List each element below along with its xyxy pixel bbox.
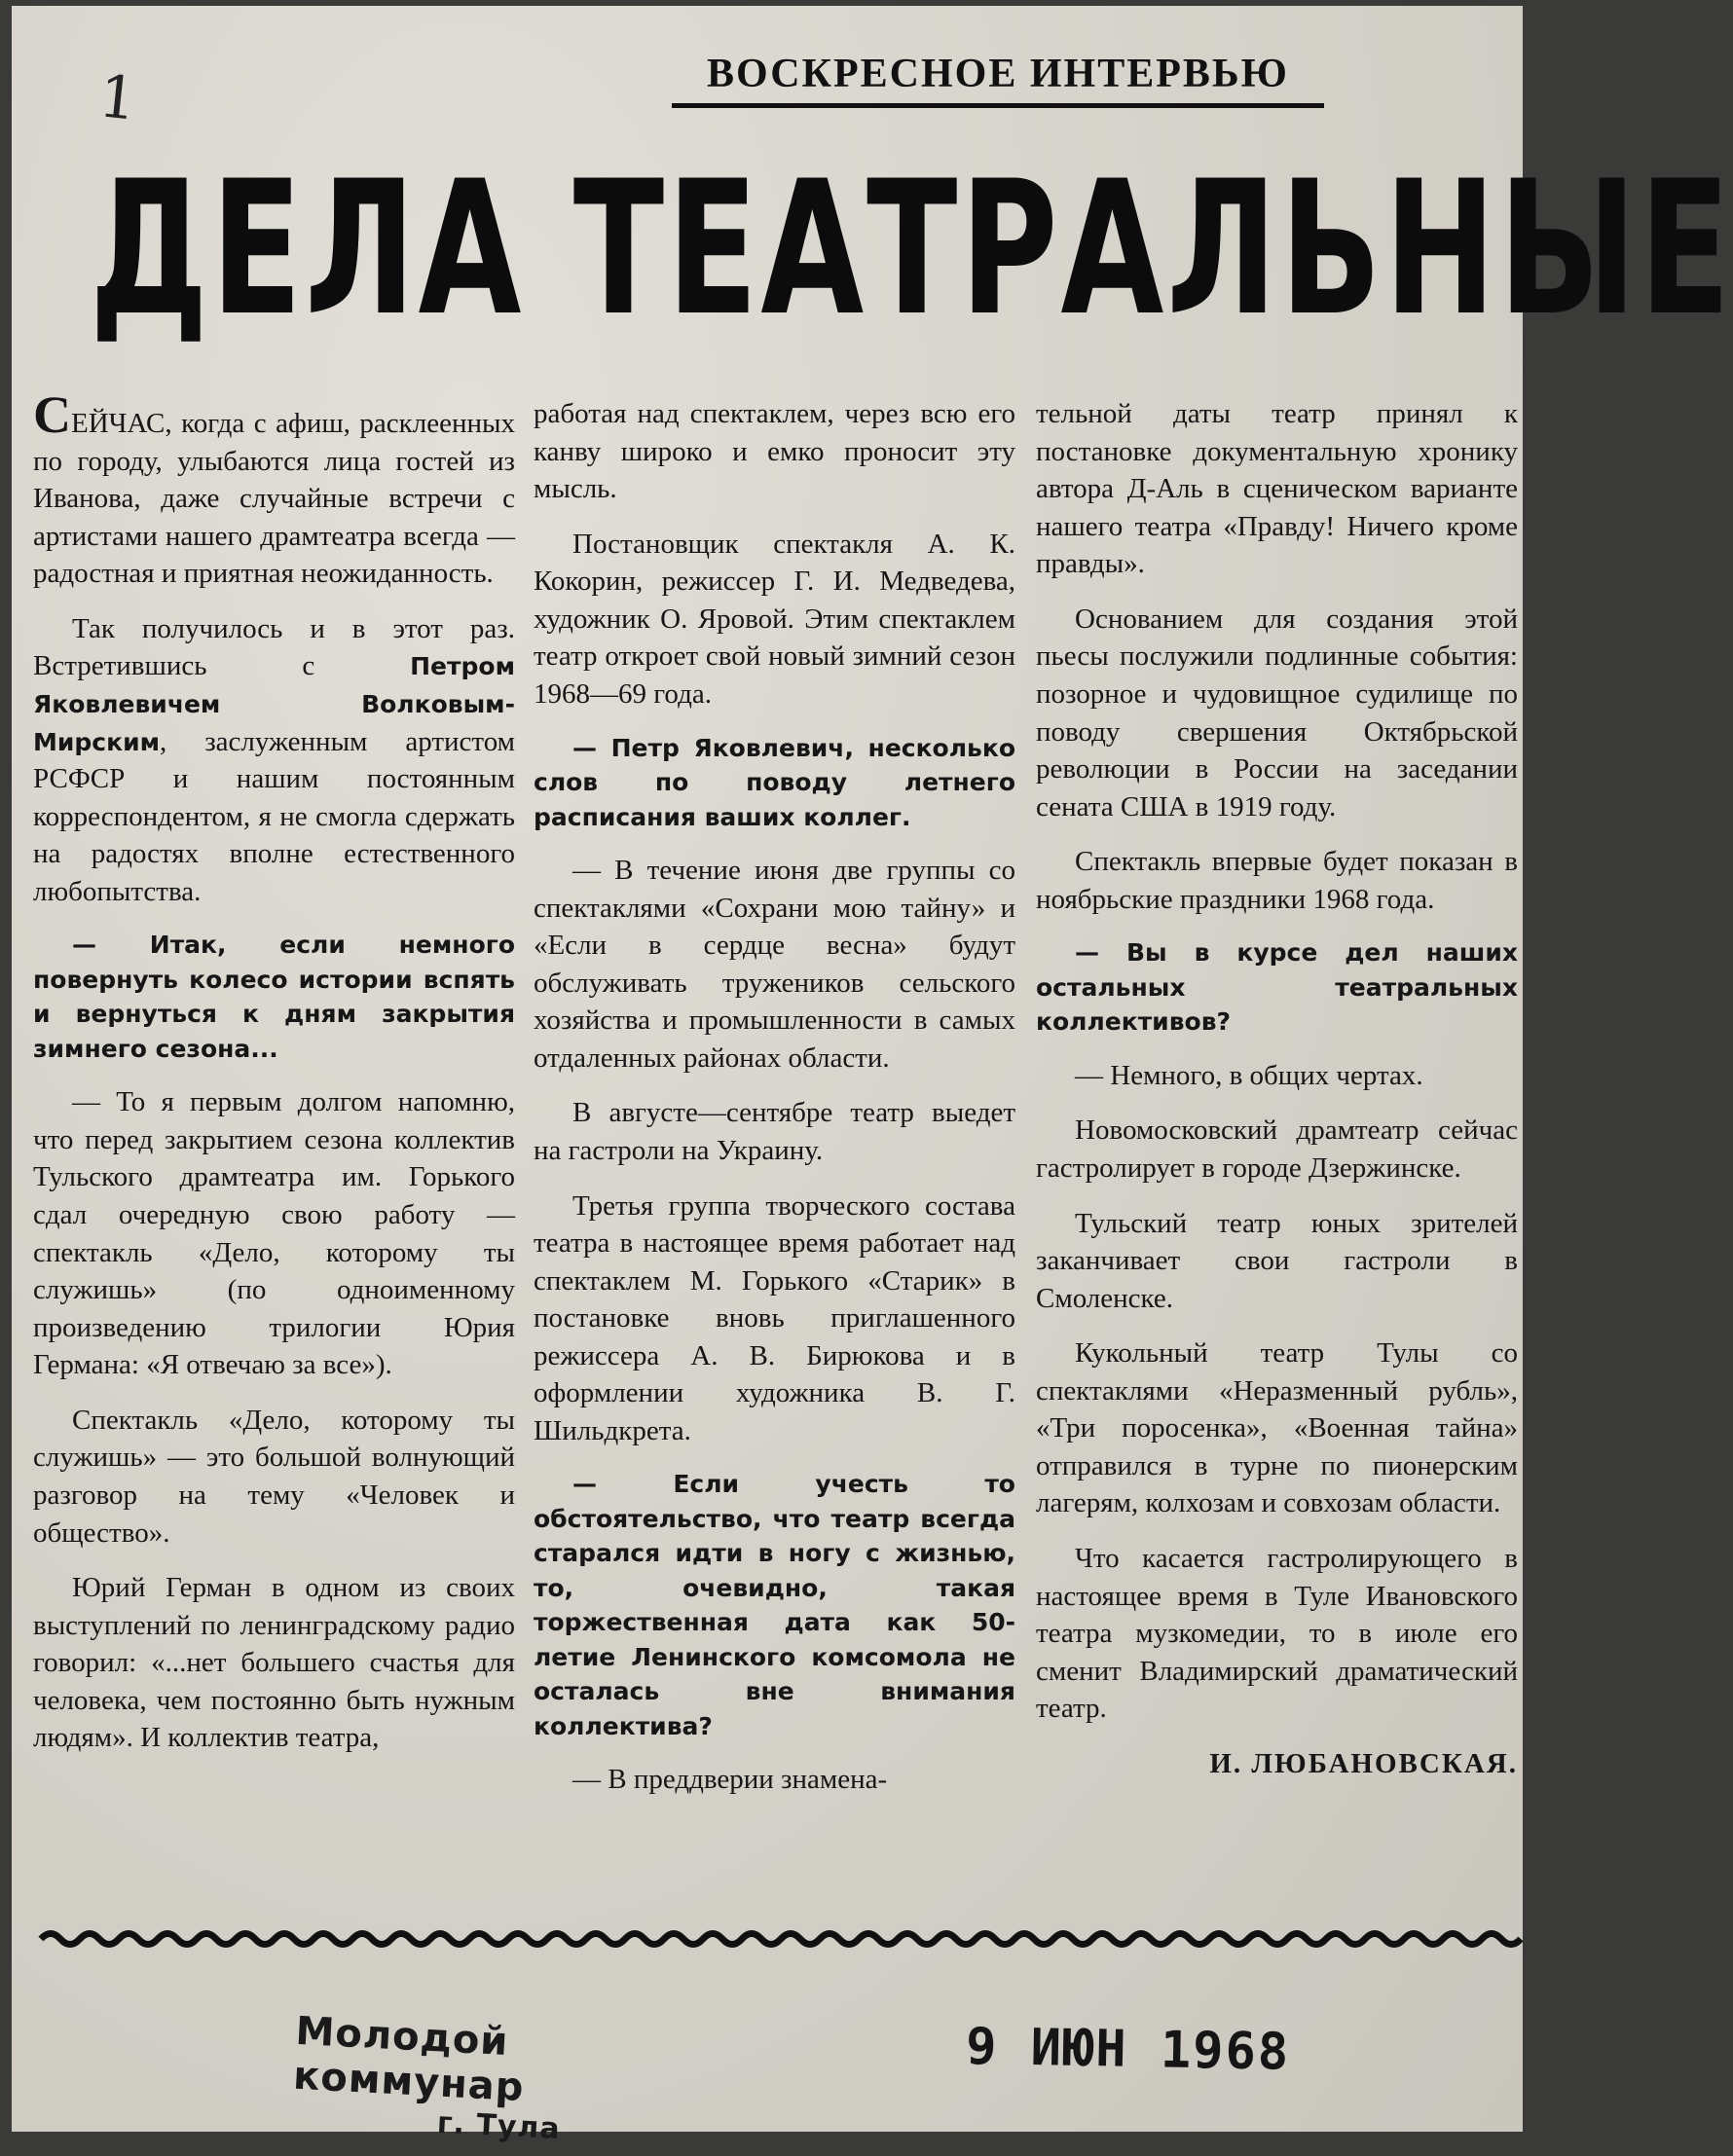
headline: ДЕЛА ТЕАТРАЛЬНЫЕ: [90, 141, 1733, 356]
paragraph: Спектакль впервые будет показан в ноябрьские праздники 1968 года.: [1036, 846, 1518, 915]
interview-question: — Если учесть то обстоятельство, что театр всегда старался идти в ногу с жизнью, то, очевидно, такая торжественная дата как 50-летие Ленинского комсомола не осталась вне внимания коллектива?: [534, 1470, 1015, 1740]
paragraph: Третья группа творческого состава театра в настоящее время работает над спектаклем М. Горького «Старик» в постановке вновь приглашенного режиссера А. В. Бирюкова и в оформлении художника В. Г. Шильдкрета.: [534, 1189, 1015, 1446]
column-2: [534, 395, 1015, 1914]
paragraph: — В течение июня две группы со спектаклями «Сохрани мою тайну» и «Если в сердце весна» будут обслуживать тружеников сельского хозяйства и промышленности в самых отдаленных районах области.: [534, 855, 1015, 1074]
paragraph: В августе—сентябре театр выедет на гастроли на Украину.: [534, 1097, 1015, 1166]
interview-question: — Вы в курсе дел наших остальных театральных коллективов?: [1036, 938, 1518, 1037]
drop-cap: С: [33, 385, 71, 444]
interview-question: — Итак, если немного повернуть колесо истории вспять и вернуться к дням закрытия зимнего сезона...: [33, 931, 515, 1063]
paragraph: тельной даты театр принял к постановке документальную хронику автора Д-Аль в сценическом варианте нашего театра «Правду! Ничего кроме правды».: [1036, 398, 1518, 580]
column-1: [33, 385, 515, 1914]
newspaper-stamp: Молодой коммунар г. Тула: [292, 2008, 562, 2147]
corner-handwritten-mark: 1: [95, 62, 140, 134]
paragraph: Тульский театр юных зрителей заканчивает свои гастроли в Смоленске.: [1036, 1207, 1518, 1314]
paragraph: Постановщик спектакля А. К. Кокорин, режиссер Г. И. Медведева, художник О. Яровой. Этим спектаклем театр откроет свой новый зимний сезон 1968—69 года.: [534, 528, 1015, 710]
paragraph: — Немного, в общих чертах.: [1075, 1059, 1423, 1091]
paragraph: Спектакль «Дело, которому ты служишь» — это большой волнующий разговор на тему «Человек и общество».: [33, 1404, 515, 1549]
rubric-title: ВОСКРЕСНОЕ ИНТЕРВЬЮ: [672, 45, 1324, 108]
interview-question: — Петр Яковлевич, несколько слов по поводу летнего расписания ваших коллег.: [534, 733, 1015, 831]
paragraph: Основанием для создания этой пьесы послужили подлинные события: позорное и чудовищное судилище по поводу свершения Октябрьской революции в России на заседании сената США в 1919 году.: [1036, 603, 1518, 822]
paragraph: работая над спектаклем, через всю его канву широко и емко проносит эту мысль.: [534, 398, 1015, 505]
paragraph: — В преддверии знамена-: [572, 1764, 888, 1796]
author-signature: И. ЛЮБАНОВСКАЯ.: [1209, 1747, 1518, 1779]
column-3: [1036, 395, 1518, 1914]
paragraph: Кукольный театр Тулы со спектаклями «Неразменный рубль», «Три поросенка», «Военная тайна» отправился в турне по пионерским лагерям, колхозам и совхозам области.: [1036, 1337, 1518, 1519]
paragraph: — То я первым долгом напомню, что перед закрытием сезона коллектив Тульского драмтеатра им. Горького сдал очередную свою работу — спектакль «Дело, которому ты служишь» (по одноименному произведению трилогии Юрия Германа: «Я отвечаю за все»).: [33, 1086, 515, 1381]
paragraph: Так получилось и в этот раз. Встретившись с Петром Яковлевичем Волковым-Мирским, заслуженным артистом РСФСР и нашим постоянным корреспондентом, я не смогла сдержать на радостях вполне естественного любопытства.: [33, 612, 515, 907]
date-stamp: 9 ИЮН 1968: [965, 2017, 1291, 2082]
paragraph: Юрий Герман в одном из своих выступлений по ленинградскому радио говорил: «...нет большего счастья для человека, чем постоянно быть нужным людям». И коллектив театра,: [33, 1572, 515, 1754]
interviewee-name: Петром Яковлевичем Волковым-Мирским: [33, 652, 515, 756]
paragraph: СЕЙЧАС, когда с афиш, расклеенных по городу, улыбаются лица гостей из Иванова, даже случайные встречи с артистами нашего драмтеатра всегда — радостная и приятная неожиданность.: [33, 385, 515, 590]
newspaper-clipping: [12, 6, 1733, 2147]
paragraph: Новомосковский драмтеатр сейчас гастролирует в городе Дзержинске.: [1036, 1115, 1518, 1184]
wavy-divider: [41, 1928, 1530, 1950]
paragraph: Что касается гастролирующего в настоящее время в Туле Ивановского театра музкомедии, то в июле его сменит Владимирский драматический театр.: [1036, 1543, 1518, 1725]
